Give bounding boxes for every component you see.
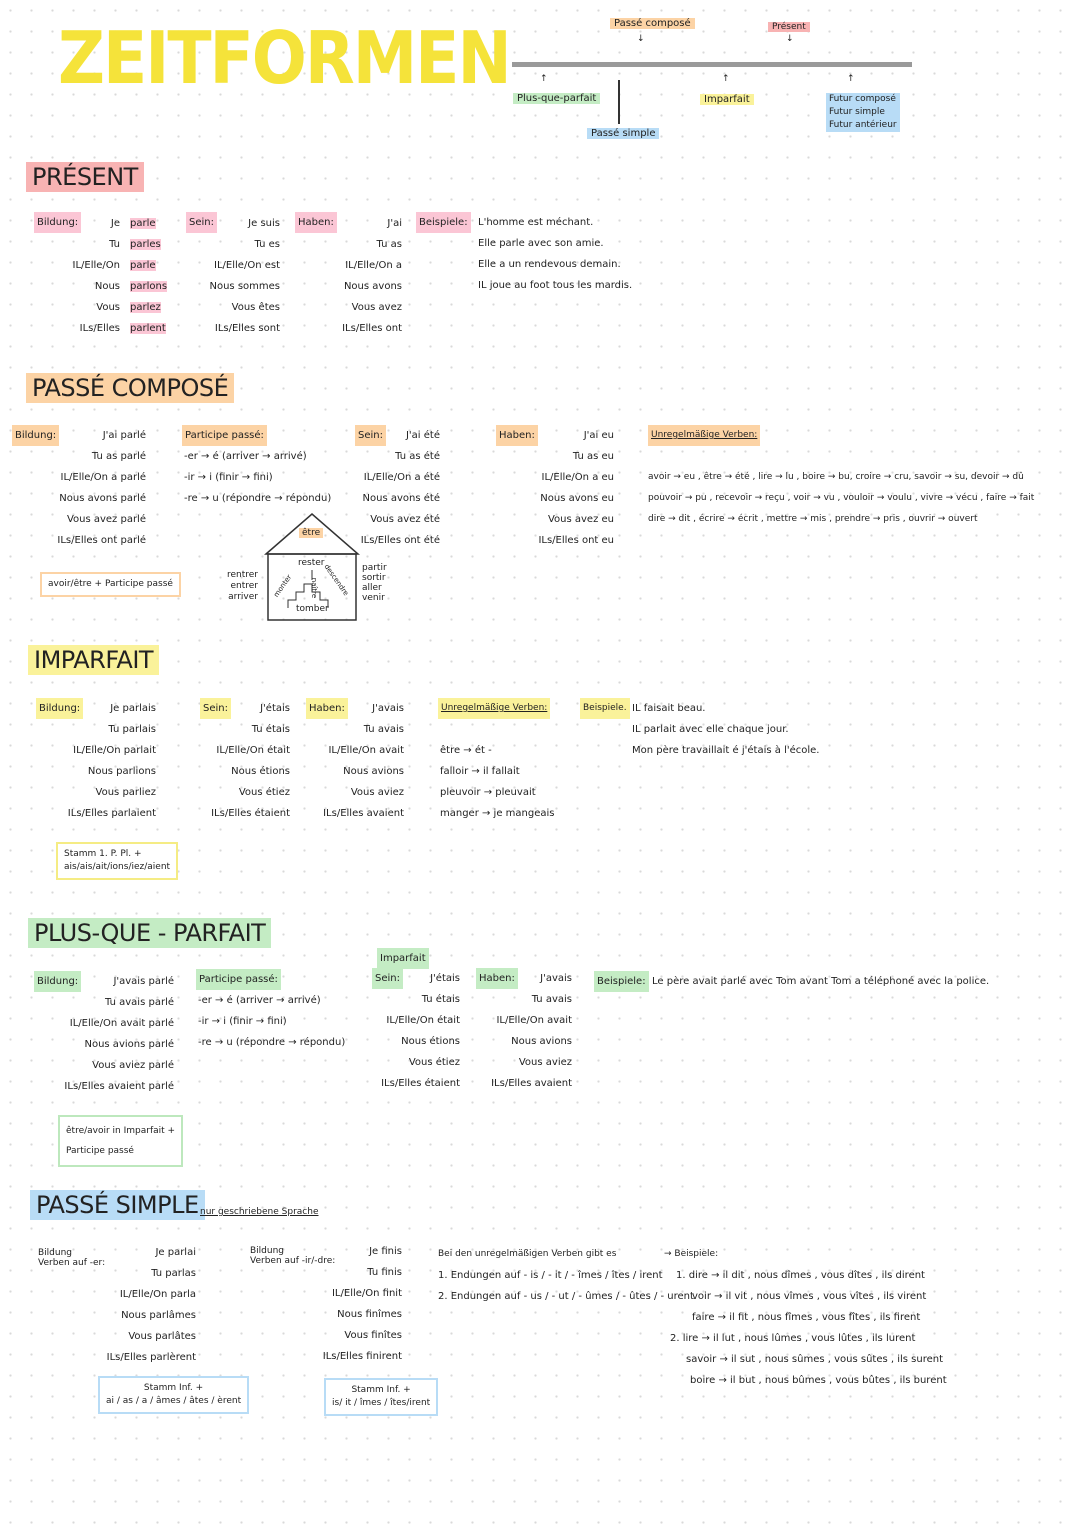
- conjugation: ILs/Elles ont: [342, 323, 402, 334]
- conjugation: Tu as eu: [572, 451, 614, 462]
- conjugation: ILs/Elles sont: [214, 323, 280, 334]
- conjugation: Tu parlas: [151, 1268, 196, 1279]
- conjugation: Tu avais parlé: [105, 997, 174, 1008]
- down-arrow-icon: ↓: [786, 34, 794, 44]
- participe-rule: -ir → i (finir → fini): [184, 472, 273, 483]
- conjugation: Tu étais: [251, 724, 290, 735]
- down-arrow-icon: ↓: [637, 34, 645, 44]
- conjugation: IL/Elle/On était: [216, 745, 290, 756]
- conjugation: IL/Elle/On a eu: [541, 472, 614, 483]
- pc-haben-list: [504, 425, 614, 551]
- conjugation: Tu as parlé: [91, 451, 146, 462]
- conjugation: Vous étiez: [408, 1057, 460, 1068]
- pronoun: IL/Elle/On: [72, 260, 120, 271]
- pqp-bildung-label: Bildung:: [34, 971, 81, 992]
- conjugation: Nous parlions: [87, 766, 156, 777]
- conjugation: Nous étions: [231, 766, 290, 777]
- irregular-verb: pleuvoir → pleuvait: [440, 787, 536, 798]
- verb-form: parles: [130, 239, 161, 250]
- up-arrow-icon: ↑: [540, 74, 548, 84]
- main-title: ZEITFORMEN: [58, 16, 510, 100]
- present-bildung-label: Bildung:: [34, 212, 81, 233]
- conjugation: J'ai: [387, 218, 402, 229]
- conjugation: Nous finîmes: [337, 1309, 402, 1320]
- section-heading-present: PRÉSENT: [26, 162, 144, 192]
- stamm-line: ai / as / a / âmes / âtes / èrent: [106, 1396, 242, 1406]
- example-sentence: Elle a un rendevous demain.: [478, 259, 621, 270]
- conjugation: J'étais: [260, 703, 290, 714]
- example-line: savoir → il sut , nous sûmes , vous sûtes , ils surent: [686, 1354, 944, 1365]
- section-heading-plus-que-parfait: PLUS-QUE - PARFAIT: [28, 918, 271, 948]
- house-verb: venir: [362, 593, 385, 603]
- conjugation: Tu as été: [395, 451, 440, 462]
- timeline-label-imparfait: Imparfait: [700, 94, 754, 105]
- section-heading-imparfait: IMPARFAIT: [28, 645, 159, 675]
- stamm-line: ais/ais/ait/ions/iez/aient: [64, 862, 171, 872]
- verb-form: parle: [130, 260, 156, 271]
- irregular-verb: manger → je mangeais: [440, 808, 555, 819]
- conjugation: ILs/Elles avaient: [323, 808, 404, 819]
- pqp-sein-list: [356, 968, 460, 1094]
- irregular-ending-rule: 2. Endungen auf - us / - ut / - ûmes / - ûtes / - urent: [438, 1291, 694, 1302]
- pqp-bildung-list: [40, 971, 174, 1097]
- label-line: Bildung: [250, 1246, 285, 1256]
- imp-sein-label: Sein:: [200, 698, 231, 719]
- imp-bildung-list: [46, 698, 156, 824]
- house-inside-left: monter: [272, 573, 294, 599]
- conjugation: ILs/Elles ont eu: [538, 535, 614, 546]
- conjugation: J'ai été: [405, 430, 440, 441]
- conjugation: Vous aviez: [350, 787, 404, 798]
- imp-bildung-label: Bildung:: [36, 698, 83, 719]
- participe-rule: -re → u (répondre → répondu): [198, 1037, 346, 1048]
- pqp-imparfait-label: Imparfait: [377, 948, 429, 969]
- conjugation: ILs/Elles étaient: [381, 1078, 460, 1089]
- participe-rule: -er → é (arriver → arrivé): [184, 451, 307, 462]
- present-beispiele-label: Beispiele:: [416, 212, 471, 233]
- conjugation: Nous avons eu: [540, 493, 614, 504]
- ps-bildung1-label: [38, 1248, 105, 1268]
- house-verb: entrer: [230, 581, 258, 591]
- stamm-line: is/ it / îmes / îtes/irent: [332, 1398, 431, 1408]
- irregular-verbs-line: dire → dit , écrire → écrit , mettre → mis , prendre → pris , ouvrir → ouvert: [648, 514, 978, 524]
- conjugation: Vous avez: [351, 302, 402, 313]
- conjugation: IL/Elle/On parla: [119, 1289, 196, 1300]
- conjugation: Tu as: [376, 239, 402, 250]
- pc-formula-box: avoir/être + Participe passé: [40, 572, 181, 597]
- pronoun: Vous: [96, 302, 120, 313]
- conjugation: Tu finis: [367, 1267, 402, 1278]
- example-line: boire → il but , nous bûmes , vous bûtes , ils burent: [690, 1375, 947, 1386]
- conjugation: IL/Elle/On parlait: [73, 745, 156, 756]
- participe-rule: -ir → i (finir → fini): [198, 1016, 287, 1027]
- stamm-line: Stamm 1. P. Pl. +: [64, 849, 142, 859]
- pronoun: ILs/Elles: [79, 323, 120, 334]
- conjugation: ILs/Elles étaient: [211, 808, 290, 819]
- house-left-verbs: [190, 570, 258, 603]
- ps-stamm1-box: [98, 1376, 249, 1414]
- stamm-line: Stamm Inf. +: [351, 1385, 411, 1395]
- imp-unreg-label: Unregelmäßige Verben:: [438, 698, 550, 719]
- house-inside-right: descendre: [322, 562, 350, 598]
- example-sentence: Elle parle avec son amie.: [478, 238, 604, 249]
- irregular-verb: être → ét -: [440, 745, 492, 756]
- pqp-participe-label: Participe passé:: [196, 969, 281, 990]
- conjugation: Je parlais: [110, 703, 156, 714]
- present-sein-list: [180, 213, 280, 339]
- pqp-beispiel: Le père avait parlé avec Tom avant Tom a téléphoné avec la police.: [652, 976, 990, 987]
- conjugation: Vous avez parlé: [66, 514, 146, 525]
- timeline-futures: [826, 93, 900, 132]
- conjugation: Nous avons parlé: [59, 493, 146, 504]
- conjugation: ILs/Elles ont parlé: [57, 535, 146, 546]
- imp-haben-list: [300, 698, 404, 824]
- conjugation: Nous avions parlé: [84, 1039, 174, 1050]
- section-heading-passe-compose: PASSÉ COMPOSÉ: [26, 373, 234, 403]
- conjugation: IL/Elle/On avait: [328, 745, 404, 756]
- timeline-label-plus-que-parfait: Plus-que-parfait: [513, 93, 600, 104]
- present-haben-list: [296, 213, 402, 339]
- conjugation: IL/Elle/On est: [214, 260, 280, 271]
- house-verb: sortir: [362, 573, 386, 583]
- conjugation: ILs/Elles ont été: [360, 535, 440, 546]
- example-sentence: IL joue au foot tous les mardis.: [478, 280, 633, 291]
- pqp-participe-rules: [198, 990, 345, 1053]
- ps-beispiele-label: → Beispiele:: [664, 1249, 719, 1259]
- example-line: faire → il fit , nous fîmes , vous fîtes , ils firent: [692, 1312, 921, 1323]
- conjugation: Vous parliez: [95, 787, 156, 798]
- futur-simple: Futur simple: [829, 107, 885, 117]
- pqp-formula-box: [58, 1115, 183, 1167]
- house-inside-mid: naître: [310, 577, 319, 599]
- pc-haben-label: Haben:: [496, 425, 538, 446]
- example-sentence: IL faisait beau.: [632, 703, 706, 714]
- pronoun: Je: [110, 218, 120, 229]
- conjugation: IL/Elle/On avait parlé: [69, 1018, 174, 1029]
- ps-stamm2-box: [324, 1378, 438, 1416]
- conjugation: Nous avions: [511, 1036, 572, 1047]
- house-verb: arriver: [228, 592, 258, 602]
- conjugation: Tu es: [254, 239, 280, 250]
- up-arrow-icon: ↑: [847, 74, 855, 84]
- example-sentence: Mon père travaillait é j'étais à l'école.: [632, 745, 820, 756]
- section-heading-passe-simple: PASSÉ SIMPLE: [30, 1190, 205, 1220]
- ps-note: nur geschriebene Sprache: [200, 1207, 319, 1217]
- formula-line: Participe passé: [66, 1146, 134, 1156]
- conjugation: Nous avons été: [362, 493, 440, 504]
- stamm-line: Stamm Inf. +: [143, 1383, 204, 1393]
- conjugation: Tu étais: [421, 994, 460, 1005]
- conjugation: Nous étions: [401, 1036, 460, 1047]
- conjugation: J'avais parlé: [113, 976, 174, 987]
- imp-unreg-list: [440, 740, 555, 824]
- conjugation: Je suis: [248, 218, 280, 229]
- house-inside-bottom: tomber: [296, 604, 329, 614]
- imp-beispiele-list: [632, 698, 819, 761]
- irregular-ending-rule: 1. Endungen auf - is / - it / - îmes / îtes / irent: [438, 1270, 663, 1281]
- ps-bildung2-list: [306, 1241, 402, 1367]
- verb-form: parlons: [130, 281, 168, 292]
- present-sein-label: Sein:: [186, 212, 217, 233]
- conjugation: J'avais: [540, 973, 572, 984]
- example-line: 2. lire → il lut , nous lûmes , vous lûtes , ils lurent: [670, 1333, 916, 1344]
- house-verb: rentrer: [226, 570, 258, 580]
- pronoun: Nous: [94, 281, 120, 292]
- pqp-sein-label: Sein:: [372, 968, 403, 989]
- conjugation: Vous finîtes: [344, 1330, 402, 1341]
- conjugation: Nous sommes: [209, 281, 280, 292]
- conjugation: Tu parlais: [108, 724, 156, 735]
- up-arrow-icon: ↑: [722, 74, 730, 84]
- house-roof-label: être: [299, 528, 323, 538]
- pqp-haben-list: [466, 968, 572, 1094]
- imp-haben-label: Haben:: [306, 698, 348, 719]
- conjugation: Nous avons: [343, 281, 402, 292]
- irregular-verbs-line: avoir → eu , être → été , lire → lu , boire → bu, croire → cru, savoir → su, devoir → dû: [648, 472, 1024, 482]
- example-line: voir → il vit , nous vîmes , vous vîtes , ils virent: [692, 1291, 927, 1302]
- label-line: Bildung: [38, 1248, 73, 1258]
- example-sentence: IL parlait avec elle chaque jour.: [632, 724, 789, 735]
- pc-participe-label: Participe passé:: [182, 425, 267, 446]
- conjugation: ILs/Elles avaient parlé: [64, 1081, 174, 1092]
- timeline-tick: [618, 80, 620, 124]
- participe-rule: -re → u (répondre → répondu): [184, 493, 332, 504]
- house-verb: partir: [362, 563, 387, 573]
- pc-unreg-list: [648, 467, 1034, 530]
- present-beispiele-list: [478, 212, 632, 296]
- conjugation: IL/Elle/On a parlé: [60, 472, 146, 483]
- imp-stamm-box: [56, 842, 178, 880]
- ps-beispiele-list: [560, 1265, 950, 1391]
- pc-bildung-label: Bildung:: [12, 425, 59, 446]
- irregular-verb: falloir → il fallait: [440, 766, 520, 777]
- conjugation: Vous aviez: [518, 1057, 572, 1068]
- conjugation: Tu avais: [363, 724, 404, 735]
- pc-sein-list: [340, 425, 440, 551]
- conjugation: ILs/Elles avaient: [491, 1078, 572, 1089]
- conjugation: Vous avez eu: [547, 514, 614, 525]
- conjugation: ILs/Elles parlèrent: [106, 1352, 196, 1363]
- house-inside-top: rester: [298, 558, 325, 568]
- irregular-verbs-line: pouvoir → pu , recevoir → reçu , voir → vu , vouloir → voulu , vivre → vécu , faire → fait: [648, 493, 1035, 503]
- conjugation: Vous aviez parlé: [92, 1060, 174, 1071]
- conjugation: J'ai parlé: [102, 430, 146, 441]
- pqp-haben-label: Haben:: [476, 968, 518, 989]
- conjugation: Nous avions: [343, 766, 404, 777]
- present-haben-label: Haben:: [295, 212, 337, 233]
- ps-unreg-intro: Bei den unregelmäßigen Verben gibt es: [438, 1249, 617, 1259]
- present-bildung-pronouns: [40, 213, 120, 339]
- verb-form: parlent: [130, 323, 166, 334]
- conjugation: IL/Elle/On avait: [496, 1015, 572, 1026]
- conjugation: Vous parlâtes: [128, 1331, 196, 1342]
- futur-compose: Futur composé: [829, 94, 896, 104]
- pc-bildung-list: [30, 425, 146, 551]
- conjugation: IL/Elle/On était: [386, 1015, 460, 1026]
- conjugation: Je parlai: [155, 1247, 196, 1258]
- pronoun: Tu: [109, 239, 120, 250]
- conjugation: Vous avez été: [370, 514, 440, 525]
- conjugation: Vous étiez: [238, 787, 290, 798]
- house-right-verbs: [362, 563, 387, 603]
- conjugation: ILs/Elles parlaient: [67, 808, 156, 819]
- verb-form: parle: [130, 218, 156, 229]
- futur-anterieur: Futur antérieur: [829, 120, 897, 130]
- conjugation: Nous parlâmes: [121, 1310, 196, 1321]
- conjugation: IL/Elle/On finit: [331, 1288, 402, 1299]
- label-line: Verben auf -er:: [38, 1258, 106, 1268]
- example-line: 1. dire → il dit , nous dîmes , vous dîtes , ils dirent: [676, 1270, 925, 1281]
- pc-sein-label: Sein:: [355, 425, 386, 446]
- pqp-beispiele-label: Beispiele:: [594, 971, 649, 992]
- conjugation: Tu avais: [531, 994, 572, 1005]
- present-bildung-verbs: [130, 213, 167, 339]
- conjugation: Je finis: [369, 1246, 402, 1257]
- imp-sein-list: [190, 698, 290, 824]
- ps-bildung1-list: [100, 1242, 196, 1368]
- participe-rule: -er → é (arriver → arrivé): [198, 995, 321, 1006]
- conjugation: J'ai eu: [583, 430, 614, 441]
- conjugation: Vous êtes: [231, 302, 280, 313]
- pc-unreg-label: Unregelmäßige Verben:: [648, 425, 760, 446]
- timeline-label-passe-simple: Passé simple: [587, 128, 659, 139]
- timeline-label-passe-compose: Passé composé: [610, 18, 695, 29]
- conjugation: J'étais: [430, 973, 460, 984]
- house-verb: aller: [362, 583, 382, 593]
- imp-beispiele-label: Beispiele.: [580, 698, 630, 719]
- timeline-bar: [512, 62, 912, 67]
- timeline-label-present: Présent: [768, 22, 810, 32]
- conjugation: IL/Elle/On a été: [363, 472, 440, 483]
- verb-form: parlez: [130, 302, 161, 313]
- pc-participe-rules: [184, 446, 331, 509]
- conjugation: IL/Elle/On a: [345, 260, 402, 271]
- label-line: Verben auf -ir/-dre:: [250, 1256, 336, 1266]
- example-sentence: L'homme est méchant.: [478, 217, 594, 228]
- formula-line: être/avoir in Imparfait +: [66, 1126, 176, 1136]
- conjugation: ILs/Elles finirent: [322, 1351, 402, 1362]
- conjugation: J'avais: [372, 703, 404, 714]
